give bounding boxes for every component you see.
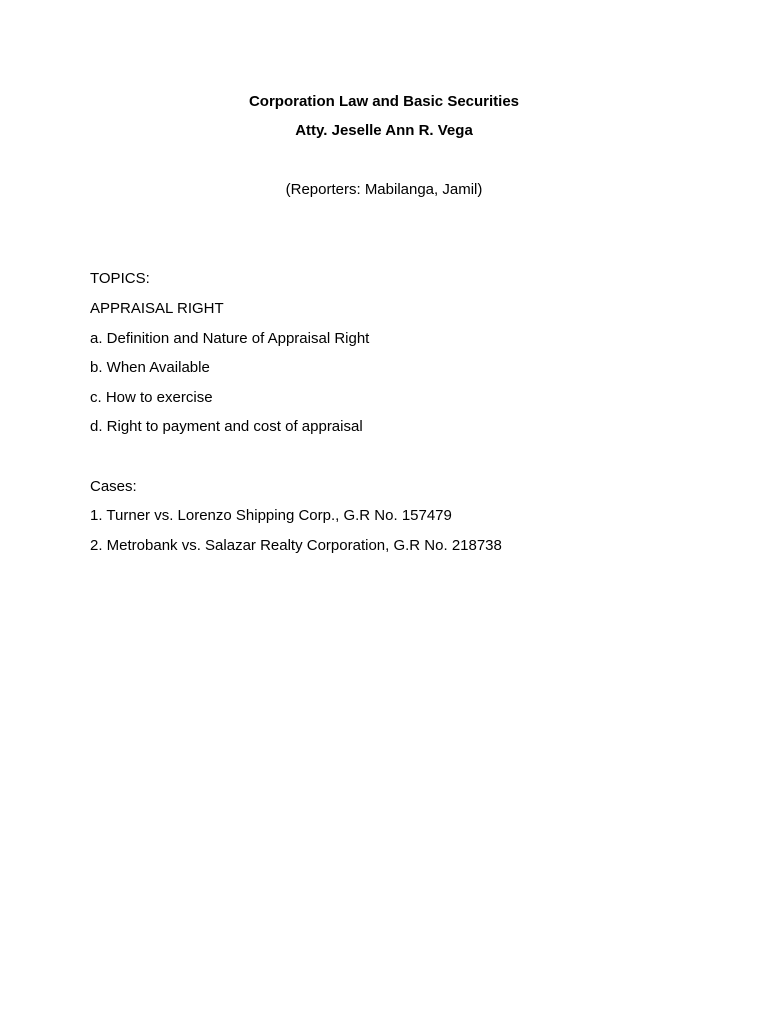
course-title: Corporation Law and Basic Securities [248, 93, 520, 110]
topic-item: a. Definition and Nature of Appraisal Right [90, 330, 370, 347]
topic-item: d. Right to payment and cost of appraisal [90, 418, 363, 435]
instructor-name: Atty. Jeselle Ann R. Vega [295, 122, 473, 139]
cases-heading: Cases: [90, 478, 137, 495]
case-item: 1. Turner vs. Lorenzo Shipping Corp., G.R No. 157479 [90, 507, 452, 524]
case-item: 2. Metrobank vs. Salazar Realty Corporation, G.R No. 218738 [90, 537, 502, 554]
reporters-line: (Reporters: Mabilanga, Jamil) [285, 181, 483, 198]
topics-heading: TOPICS: [90, 270, 150, 287]
topic-item: c. How to exercise [90, 389, 213, 406]
topics-subject: APPRAISAL RIGHT [90, 300, 224, 317]
topic-item: b. When Available [90, 359, 210, 376]
